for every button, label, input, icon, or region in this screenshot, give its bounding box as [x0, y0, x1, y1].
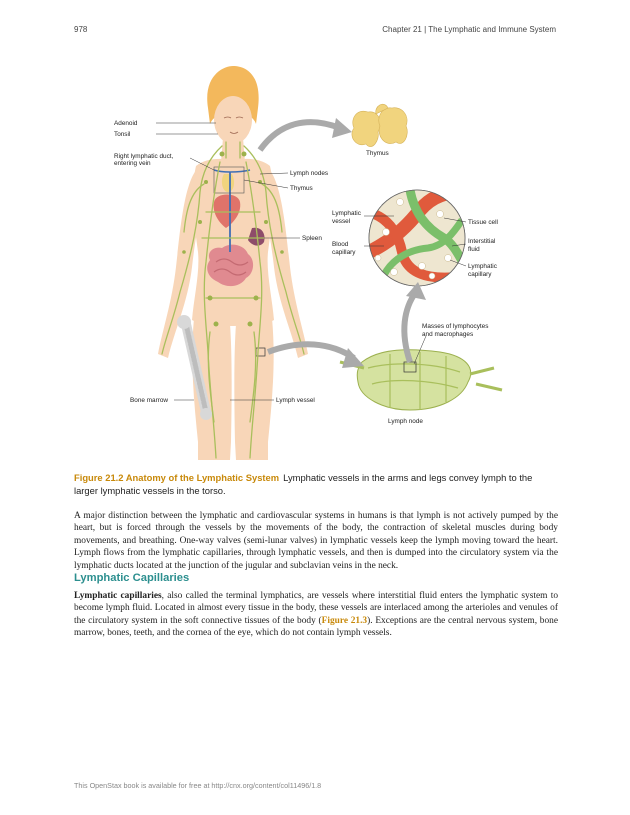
- figure-21-3-link[interactable]: Figure 21.3: [321, 615, 368, 626]
- label-right-duct-1: Right lymphatic duct,: [114, 153, 174, 160]
- arrow-head-thymus: [332, 118, 352, 138]
- thymus-inset: [352, 104, 407, 146]
- arrow-to-node: [268, 344, 354, 358]
- label-lymph-vessel: Lymph vessel: [276, 397, 315, 404]
- section-heading: Lymphatic Capillaries: [74, 572, 190, 584]
- lymphatic-system-figure: [110, 62, 520, 462]
- label-interstitial-2: fluid: [468, 246, 480, 253]
- label-thymus: Thymus: [290, 185, 313, 192]
- label-lymphatic-vessel-2: vessel: [332, 218, 351, 225]
- figure-caption-text: Lymphatic vessels in the arms and legs convey lymph to the larger lymphatic vessels in the torso.: [74, 472, 533, 496]
- neck: [221, 138, 245, 162]
- label-blood-capillary-2: capillary: [332, 249, 356, 256]
- label-lymphatic-vessel-1: Lymphatic: [332, 210, 361, 217]
- paragraph-lymph-flow: A major distinction between the lymphatic and cardiovascular systems in humans is that lymph is not actively pumped by the heart, but is forced through the vessels by the movements of the body, the contraction of skeletal muscles during body movements, and breathing. One-way valves (semi-lunar valves) in lymphatic vessels keep the lymph moving toward the heart. Lymph flows from the lymphatic capillaries, through lymphatic vessels, and then is dumped into the circulatory system via the lymphatic ducts located at the junction of the jugular and subclavian veins in the neck.: [74, 511, 558, 571]
- label-tonsil: Tonsil: [114, 131, 131, 138]
- lymph-node-inset: [340, 350, 502, 410]
- chapter-title: Chapter 21 | The Lymphatic and Immune System: [382, 25, 556, 34]
- label-interstitial-1: Interstitial: [468, 238, 496, 245]
- label-lymph-nodes: Lymph nodes: [290, 170, 329, 177]
- label-lymphatic-capillary-1: Lymphatic: [468, 263, 497, 270]
- figure-caption: [74, 472, 558, 497]
- label-thymus-top: Thymus: [366, 150, 389, 157]
- label-lymph-node: Lymph node: [388, 418, 423, 425]
- label-blood-capillary-1: Blood: [332, 241, 349, 248]
- label-lymphatic-capillary-2: capillary: [468, 271, 492, 278]
- label-bone-marrow: Bone marrow: [130, 397, 169, 404]
- p2-text-b: ). Exceptions are the central nervous system, bone marrow, bones, teeth, and the cornea of the eye, which do not contain lymph vessels.: [74, 615, 558, 639]
- term-lymphatic-capillaries: Lymphatic capillaries: [74, 591, 162, 601]
- label-spleen: Spleen: [302, 235, 322, 242]
- label-masses-2: and macrophages: [422, 331, 474, 338]
- label-tissue-cell: Tissue cell: [468, 219, 498, 226]
- footer-notice: This OpenStax book is available for free at http://cnx.org/content/col11496/1.8: [74, 781, 322, 790]
- figure-number: Figure 21.2 Anatomy of the Lymphatic System: [74, 472, 280, 483]
- label-adenoid: Adenoid: [114, 120, 138, 127]
- head: [214, 96, 252, 144]
- paragraph-lymphatic-capillaries: [74, 590, 558, 640]
- label-right-duct-2: entering vein: [114, 160, 151, 167]
- p2-text-a: , also called the terminal lymphatics, are vessels where interstitial fluid enters the lymphatic system to become lymph fluid. Located in almost every tissue in the body, these vessels are interlaced among the arterioles and venules of the circulatory system in the soft connective tissues of the body (: [74, 591, 559, 626]
- label-masses-1: Masses of lymphocytes: [422, 323, 489, 330]
- page-number: 978: [74, 25, 88, 34]
- arrow-to-thymus: [260, 122, 340, 150]
- capillary-inset: [369, 190, 465, 286]
